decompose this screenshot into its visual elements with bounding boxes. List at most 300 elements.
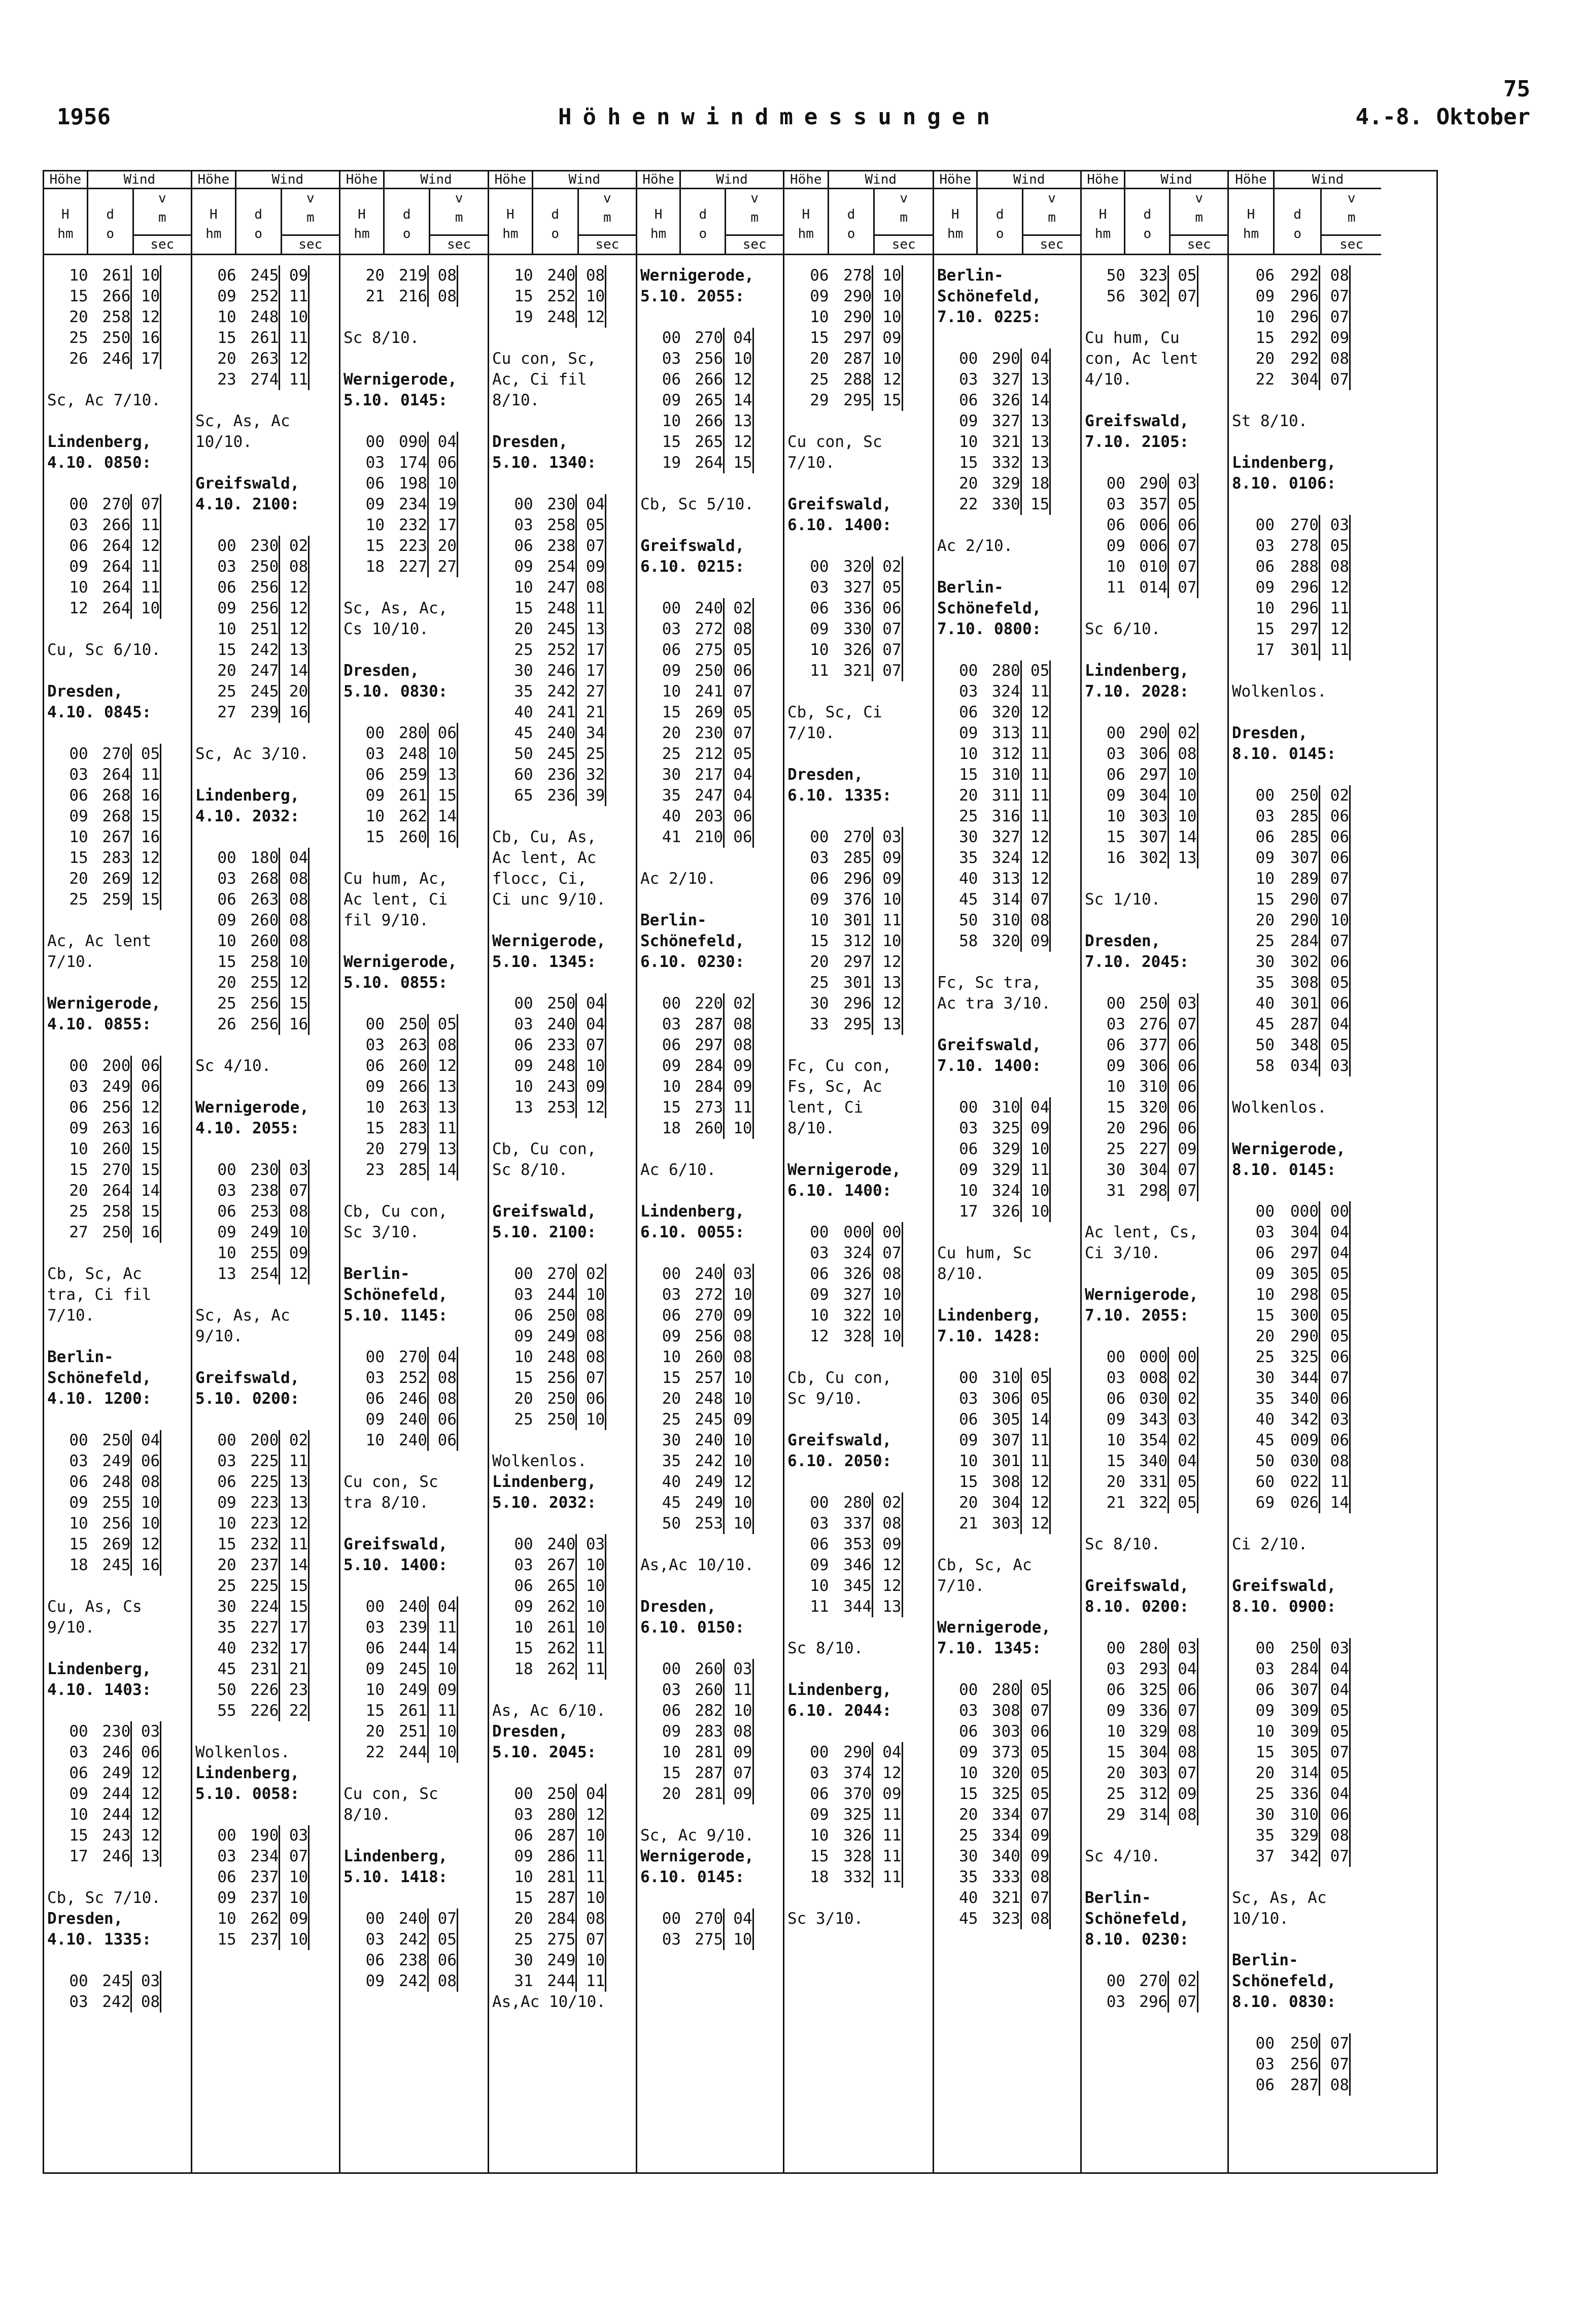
direction-value: 302 bbox=[1275, 952, 1320, 973]
direction-value: 251 bbox=[236, 619, 281, 640]
cloud-note: 7/10. bbox=[937, 1577, 985, 1595]
table-row bbox=[1229, 1201, 1381, 1222]
speed-value: 10 bbox=[280, 307, 310, 328]
table-row bbox=[340, 515, 488, 536]
station-heading: Greifswald, bbox=[1232, 1577, 1336, 1595]
table-row bbox=[340, 1409, 488, 1430]
speed-value: 08 bbox=[280, 910, 310, 931]
table-row bbox=[489, 494, 636, 515]
speed-value: 06 bbox=[1169, 1077, 1198, 1097]
table-row bbox=[637, 453, 783, 473]
height-value: 03 bbox=[810, 1764, 829, 1782]
direction-value: 227 bbox=[385, 557, 429, 577]
table-row bbox=[637, 1389, 783, 1409]
station-heading: Schönefeld, bbox=[47, 1369, 152, 1387]
direction-value: 230 bbox=[236, 1160, 281, 1181]
station-heading: Greifswald, bbox=[1085, 412, 1189, 430]
table-row bbox=[489, 681, 636, 702]
direction-value: 262 bbox=[533, 1659, 577, 1680]
direction-value: 353 bbox=[829, 1534, 874, 1555]
height-value: 50 bbox=[1255, 1036, 1275, 1054]
table-row bbox=[1082, 1971, 1227, 1992]
wind-header-label: Wind bbox=[681, 171, 783, 189]
speed-value: 09 bbox=[1320, 328, 1351, 349]
speed-value: 02 bbox=[1169, 1971, 1198, 1992]
table-row bbox=[489, 1825, 636, 1846]
spacer bbox=[637, 1888, 783, 1909]
spacer bbox=[784, 1347, 933, 1368]
height-value: 03 bbox=[69, 1452, 88, 1470]
direction-value: 266 bbox=[681, 411, 725, 432]
direction-value: 249 bbox=[533, 1950, 577, 1971]
direction-value: 250 bbox=[533, 1409, 577, 1430]
direction-value: 270 bbox=[681, 328, 725, 349]
direction-value: 224 bbox=[236, 1597, 281, 1617]
height-value: 10 bbox=[514, 1078, 533, 1096]
station-heading: 7.10. 2105: bbox=[1085, 433, 1189, 451]
direction-value: 250 bbox=[1125, 993, 1169, 1014]
spacer bbox=[340, 1181, 488, 1201]
height-value: 15 bbox=[69, 1161, 88, 1179]
cloud-note: Cu hum, Cu bbox=[1085, 329, 1180, 347]
speed-value: 12 bbox=[1022, 848, 1051, 869]
height-value: 06 bbox=[1255, 828, 1275, 846]
table-row bbox=[1229, 307, 1381, 328]
speed-value: 07 bbox=[1320, 286, 1351, 307]
spacer bbox=[637, 848, 783, 869]
speed-value: 13 bbox=[1022, 432, 1051, 453]
table-row bbox=[44, 1555, 191, 1576]
direction-value: 254 bbox=[533, 557, 577, 577]
height-value: 35 bbox=[1255, 1826, 1275, 1845]
direction-value: 232 bbox=[236, 1534, 281, 1555]
direction-value: 285 bbox=[1275, 827, 1320, 848]
height-value: 20 bbox=[662, 1785, 681, 1803]
spacer bbox=[44, 1035, 191, 1056]
spacer bbox=[1229, 1118, 1381, 1139]
speed-unit-denominator: sec bbox=[726, 234, 783, 252]
speed-value: 08 bbox=[725, 1014, 753, 1035]
speed-value: 12 bbox=[132, 1534, 161, 1555]
speed-value: 08 bbox=[429, 286, 458, 307]
direction-value: 219 bbox=[385, 265, 429, 286]
speed-value: 13 bbox=[1022, 411, 1051, 432]
direction-value: 230 bbox=[533, 494, 577, 515]
speed-value: 08 bbox=[725, 1347, 753, 1368]
speed-value: 12 bbox=[725, 432, 753, 453]
height-value: 09 bbox=[662, 662, 681, 680]
spacer bbox=[934, 640, 1080, 661]
spacer bbox=[1229, 1555, 1381, 1576]
table-row bbox=[489, 557, 636, 577]
height-symbol: H bbox=[1098, 207, 1107, 222]
speed-value: 04 bbox=[577, 1014, 606, 1035]
table-row bbox=[637, 1763, 783, 1784]
height-value: 21 bbox=[959, 1514, 978, 1533]
height-value: 15 bbox=[1106, 828, 1126, 846]
station-heading: 5.10. 1418: bbox=[343, 1868, 448, 1886]
direction-value: 302 bbox=[1125, 286, 1169, 307]
table-row bbox=[340, 1617, 488, 1638]
height-value: 10 bbox=[810, 911, 829, 929]
speed-value: 16 bbox=[132, 827, 161, 848]
height-value: 09 bbox=[365, 1660, 385, 1678]
height-value: 20 bbox=[217, 1556, 236, 1574]
table-row bbox=[340, 473, 488, 494]
speed-value: 11 bbox=[1022, 765, 1051, 785]
direction-value: 230 bbox=[236, 536, 281, 557]
height-value: 58 bbox=[959, 932, 978, 950]
direction-value: 245 bbox=[533, 619, 577, 640]
table-row bbox=[1229, 806, 1381, 827]
height-symbol: H bbox=[358, 207, 366, 222]
direction-value: 260 bbox=[88, 1139, 132, 1160]
direction-value: 231 bbox=[236, 1659, 281, 1680]
speed-value: 14 bbox=[429, 1160, 458, 1181]
direction-value: 343 bbox=[1125, 1409, 1169, 1430]
direction-value: 301 bbox=[1275, 640, 1320, 661]
direction-value: 269 bbox=[681, 702, 725, 723]
column-header bbox=[934, 171, 1080, 255]
table-row bbox=[44, 328, 191, 349]
table-row bbox=[192, 598, 339, 619]
height-header bbox=[784, 171, 829, 254]
spacer bbox=[1082, 640, 1227, 661]
table-row bbox=[934, 785, 1080, 806]
direction-value: 329 bbox=[1125, 1721, 1169, 1742]
station-heading: Berlin- bbox=[1085, 1889, 1151, 1907]
column-header bbox=[192, 171, 339, 255]
height-value: 00 bbox=[1106, 1348, 1126, 1366]
speed-value: 10 bbox=[725, 349, 753, 369]
height-value: 06 bbox=[1106, 1681, 1126, 1699]
table-row bbox=[192, 681, 339, 702]
speed-value: 07 bbox=[873, 619, 903, 640]
direction-value: 275 bbox=[533, 1929, 577, 1950]
table-row bbox=[1082, 1118, 1227, 1139]
speed-value: 08 bbox=[280, 931, 310, 952]
table-row bbox=[784, 973, 933, 993]
direction-value: 247 bbox=[533, 577, 577, 598]
direction-value: 244 bbox=[533, 1285, 577, 1305]
height-header bbox=[489, 171, 533, 254]
direction-value: 264 bbox=[681, 453, 725, 473]
direction-value: 262 bbox=[385, 806, 429, 827]
speed-unit-denominator: sec bbox=[1322, 234, 1381, 252]
spacer bbox=[44, 1326, 191, 1347]
direction-value: 285 bbox=[1275, 806, 1320, 827]
spacer bbox=[784, 1617, 933, 1638]
table-row bbox=[637, 1326, 783, 1347]
wind-header bbox=[533, 171, 636, 254]
direction-value: 244 bbox=[385, 1638, 429, 1659]
station-heading: 8.10. 0230: bbox=[1085, 1930, 1189, 1949]
speed-value: 11 bbox=[577, 598, 606, 619]
direction-value: 258 bbox=[533, 515, 577, 536]
height-header-label: Höhe bbox=[637, 171, 679, 189]
spacer bbox=[44, 473, 191, 494]
height-unit: hm bbox=[1094, 226, 1111, 241]
height-value: 06 bbox=[365, 1639, 385, 1657]
height-value: 03 bbox=[69, 1743, 88, 1761]
direction-value: 288 bbox=[1275, 557, 1320, 577]
speed-value: 04 bbox=[1320, 1659, 1351, 1680]
height-value: 03 bbox=[514, 1806, 533, 1824]
direction-value: 308 bbox=[978, 1701, 1021, 1721]
height-value: 10 bbox=[365, 1098, 385, 1117]
speed-value: 11 bbox=[577, 1659, 606, 1680]
table-row bbox=[489, 744, 636, 765]
cloud-note: Ci unc 9/10. bbox=[492, 890, 606, 909]
speed-value: 14 bbox=[725, 390, 753, 411]
cloud-note: 9/10. bbox=[47, 1618, 95, 1637]
speed-value: 10 bbox=[577, 1056, 606, 1077]
direction-value: 270 bbox=[385, 1347, 429, 1368]
spacer bbox=[44, 619, 191, 640]
speed-value: 06 bbox=[1320, 993, 1351, 1014]
table-row bbox=[1082, 473, 1227, 494]
height-value: 06 bbox=[1106, 516, 1126, 534]
spacer bbox=[934, 1077, 1080, 1097]
table-row bbox=[637, 785, 783, 806]
station-heading: Wernigerode, bbox=[1085, 1286, 1198, 1304]
speed-value: 10 bbox=[725, 1701, 753, 1721]
direction-value: 287 bbox=[1275, 1014, 1320, 1035]
table-row bbox=[637, 328, 783, 349]
height-value: 10 bbox=[1106, 1431, 1126, 1449]
speed-value: 09 bbox=[1022, 1118, 1051, 1139]
speed-unit-numerator: m bbox=[306, 210, 315, 225]
height-value: 09 bbox=[69, 807, 88, 825]
station-heading: Lindenberg, bbox=[195, 1764, 300, 1782]
height-header bbox=[1229, 171, 1275, 254]
direction-value: 250 bbox=[385, 1014, 429, 1035]
direction-value: 237 bbox=[236, 1888, 281, 1909]
speed-value: 05 bbox=[1320, 1701, 1351, 1721]
direction-value: 326 bbox=[829, 640, 874, 661]
speed-value: 06 bbox=[1320, 848, 1351, 869]
speed-unit-denominator: sec bbox=[1023, 234, 1080, 252]
speed-value: 09 bbox=[725, 1077, 753, 1097]
table-row bbox=[1082, 1638, 1227, 1659]
cloud-note: As,Ac 10/10. bbox=[492, 1993, 606, 2011]
spacer bbox=[934, 1285, 1080, 1305]
height-header-label: Höhe bbox=[934, 171, 976, 189]
table-row bbox=[637, 1347, 783, 1368]
table-row bbox=[637, 1451, 783, 1472]
height-value: 09 bbox=[810, 620, 829, 638]
direction-value: 238 bbox=[533, 536, 577, 557]
table-row bbox=[784, 1243, 933, 1264]
table-row bbox=[192, 910, 339, 931]
table-row bbox=[1229, 1222, 1381, 1243]
table-row bbox=[784, 1305, 933, 1326]
speed-value: 10 bbox=[725, 1493, 753, 1513]
station-heading: 4.10. 0845: bbox=[47, 703, 152, 721]
direction-value: 269 bbox=[88, 869, 132, 889]
height-value: 09 bbox=[217, 287, 236, 305]
height-value: 10 bbox=[959, 433, 978, 451]
speed-value: 07 bbox=[577, 1929, 606, 1950]
height-value: 10 bbox=[1255, 599, 1275, 617]
direction-value: 316 bbox=[978, 806, 1021, 827]
speed-value: 07 bbox=[1320, 1368, 1351, 1389]
speed-value: 14 bbox=[429, 806, 458, 827]
table-row bbox=[1082, 1742, 1227, 1763]
speed-value: 10 bbox=[873, 286, 903, 307]
spacer bbox=[1082, 453, 1227, 473]
direction-value: 303 bbox=[978, 1513, 1021, 1534]
station-heading: Lindenberg, bbox=[937, 1306, 1042, 1325]
speed-value: 04 bbox=[280, 848, 310, 869]
direction-value: 210 bbox=[681, 827, 725, 848]
table-row bbox=[340, 286, 488, 307]
direction-value: 310 bbox=[1125, 1077, 1169, 1097]
speed-unit-numerator: m bbox=[900, 210, 908, 225]
speed-value: 13 bbox=[429, 1077, 458, 1097]
direction-value: 190 bbox=[236, 1825, 281, 1846]
direction-value: 262 bbox=[533, 1638, 577, 1659]
spacer bbox=[784, 536, 933, 557]
table-row bbox=[1082, 1430, 1227, 1451]
speed-value: 08 bbox=[577, 1909, 606, 1929]
height-header bbox=[44, 171, 88, 254]
speed-value: 11 bbox=[280, 286, 310, 307]
table-row bbox=[192, 1659, 339, 1680]
table-row bbox=[1229, 1805, 1381, 1825]
direction-value: 247 bbox=[681, 785, 725, 806]
spacer bbox=[784, 1659, 933, 1680]
direction-value: 297 bbox=[829, 328, 874, 349]
speed-value: 13 bbox=[577, 619, 606, 640]
cloud-note: St 8/10. bbox=[1232, 412, 1308, 430]
speed-value: 10 bbox=[280, 1929, 310, 1950]
speed-value: 12 bbox=[577, 1097, 606, 1118]
direction-value: 261 bbox=[88, 265, 132, 286]
table-row bbox=[637, 1097, 783, 1118]
height-value: 10 bbox=[810, 1306, 829, 1325]
height-value: 15 bbox=[1255, 329, 1275, 347]
table-row bbox=[44, 1160, 191, 1181]
height-value: 03 bbox=[959, 1390, 978, 1408]
direction-value: 281 bbox=[681, 1784, 725, 1805]
height-value: 06 bbox=[662, 1306, 681, 1325]
direction-value: 297 bbox=[1125, 765, 1169, 785]
height-value: 10 bbox=[69, 266, 88, 285]
direction-value: 282 bbox=[681, 1701, 725, 1721]
table-row bbox=[1229, 1368, 1381, 1389]
height-value: 10 bbox=[662, 412, 681, 430]
direction-value: 000 bbox=[1275, 1201, 1320, 1222]
table-row bbox=[1229, 619, 1381, 640]
table-row bbox=[44, 1201, 191, 1222]
table-row bbox=[637, 681, 783, 702]
direction-value: 240 bbox=[385, 1909, 429, 1929]
table-row bbox=[44, 1222, 191, 1243]
direction-value: 344 bbox=[1275, 1368, 1320, 1389]
height-value: 09 bbox=[810, 1806, 829, 1824]
station-heading: 5.10. 0855: bbox=[343, 974, 448, 992]
station-heading: Lindenberg, bbox=[195, 786, 300, 805]
height-value: 00 bbox=[1255, 516, 1275, 534]
speed-value: 07 bbox=[1169, 1992, 1198, 2013]
table-row bbox=[1229, 557, 1381, 577]
height-value: 03 bbox=[365, 1369, 385, 1387]
spacer bbox=[192, 1035, 339, 1056]
height-value: 10 bbox=[959, 1182, 978, 1200]
spacer bbox=[340, 1763, 488, 1784]
speed-value: 09 bbox=[873, 328, 903, 349]
speed-value: 05 bbox=[1022, 1742, 1051, 1763]
cloud-note: Wolkenlos. bbox=[1232, 1098, 1327, 1117]
height-value: 09 bbox=[662, 391, 681, 409]
cloud-note: 8/10. bbox=[937, 1265, 985, 1283]
table-row bbox=[1229, 1742, 1381, 1763]
direction-value: 223 bbox=[236, 1493, 281, 1513]
height-value: 27 bbox=[217, 703, 236, 721]
wind-header bbox=[88, 171, 191, 254]
direction-value: 301 bbox=[829, 973, 874, 993]
table-row bbox=[44, 1451, 191, 1472]
height-value: 00 bbox=[1106, 474, 1126, 493]
speed-value: 07 bbox=[1169, 577, 1198, 598]
height-value: 35 bbox=[1255, 1390, 1275, 1408]
direction-symbol: d bbox=[1293, 207, 1301, 222]
table-row bbox=[934, 1430, 1080, 1451]
height-value: 00 bbox=[1255, 1202, 1275, 1221]
table-row bbox=[1082, 536, 1227, 557]
direction-value: 278 bbox=[1275, 536, 1320, 557]
page-year: 1956 bbox=[57, 104, 111, 130]
direction-value: 248 bbox=[88, 1472, 132, 1493]
speed-value: 16 bbox=[429, 827, 458, 848]
table-row bbox=[192, 1576, 339, 1597]
speed-value: 07 bbox=[725, 1763, 753, 1784]
height-value: 06 bbox=[1255, 2076, 1275, 2094]
spacer bbox=[784, 1201, 933, 1222]
speed-value: 09 bbox=[873, 869, 903, 889]
height-value: 00 bbox=[365, 724, 385, 742]
table-row bbox=[489, 1056, 636, 1077]
table-row bbox=[1082, 1472, 1227, 1493]
speed-value: 11 bbox=[577, 1867, 606, 1888]
height-value: 00 bbox=[959, 350, 978, 368]
table-row bbox=[637, 1742, 783, 1763]
height-value: 15 bbox=[514, 287, 533, 305]
height-value: 16 bbox=[1106, 849, 1126, 867]
height-value: 00 bbox=[69, 1431, 88, 1449]
table-row bbox=[934, 889, 1080, 910]
table-row bbox=[934, 1472, 1080, 1493]
wind-header bbox=[385, 171, 488, 254]
height-value: 06 bbox=[217, 266, 236, 285]
direction-value: 261 bbox=[385, 1701, 429, 1721]
spacer bbox=[784, 1409, 933, 1430]
table-row bbox=[637, 390, 783, 411]
height-header-label: Höhe bbox=[489, 171, 532, 189]
direction-value: 245 bbox=[236, 681, 281, 702]
speed-value: 15 bbox=[132, 1160, 161, 1181]
height-value: 40 bbox=[662, 807, 681, 825]
speed-value: 00 bbox=[1320, 1201, 1351, 1222]
direction-value: 266 bbox=[88, 515, 132, 536]
speed-value: 10 bbox=[577, 1555, 606, 1576]
direction-value: 325 bbox=[1275, 1347, 1320, 1368]
table-row bbox=[489, 265, 636, 286]
wind-header-label: Wind bbox=[533, 171, 636, 189]
height-value: 15 bbox=[217, 641, 236, 659]
speed-value: 14 bbox=[280, 661, 310, 681]
